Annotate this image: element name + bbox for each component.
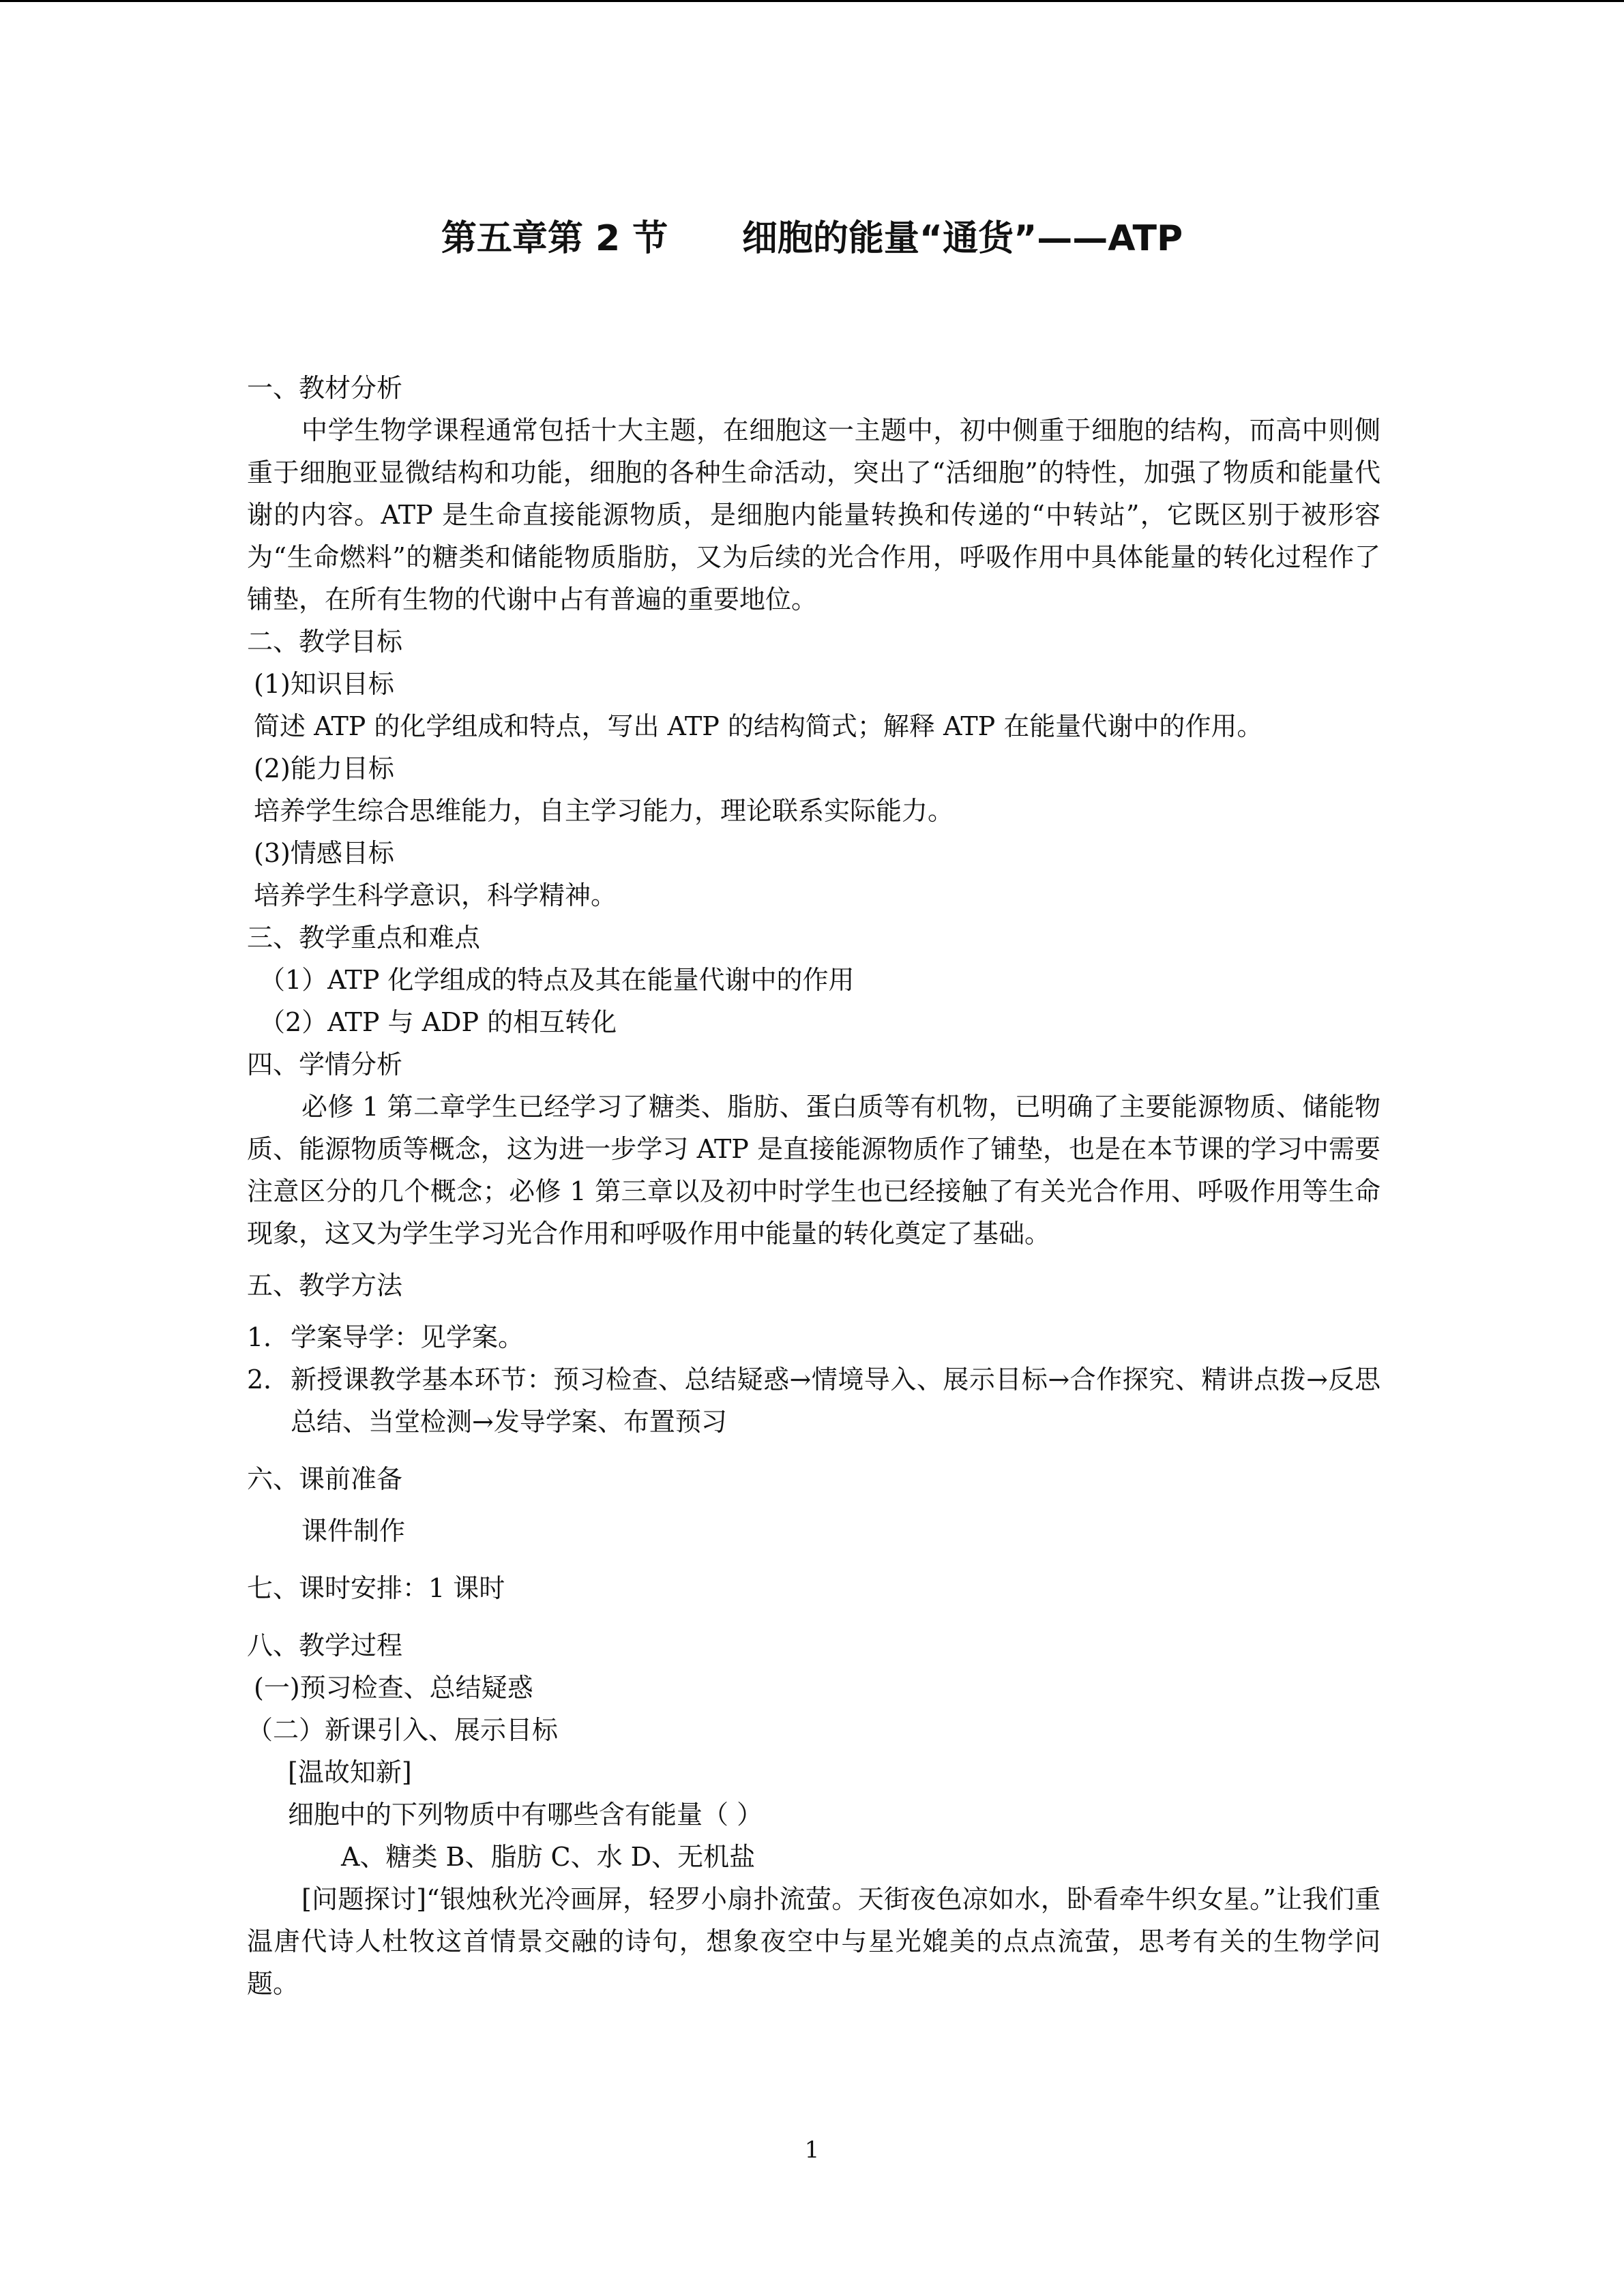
document-body [247, 367, 1381, 2005]
section-heading-methods: 五、教学方法 [247, 1270, 403, 1300]
goal-emotion-text: 培养学生科学意识，科学精神。 [254, 880, 617, 910]
method-item-text: 新授课教学基本环节：预习检查、总结疑惑→情境导入、展示目标→合作探究、精讲点拨→反思总结、当堂检测→发导学案、布置预习 [291, 1365, 1381, 1437]
section-heading-schedule: 七、课时安排：1 课时 [247, 1573, 505, 1603]
process-step: （二）新课引入、展示目标 [247, 1715, 559, 1745]
document-title: 第五章第 2 节 细胞的能量“通货”——ATP [441, 218, 1183, 259]
method-item [247, 1316, 1381, 1358]
review-options: A、糖类 B、脂肪 C、水 D、无机盐 [341, 1842, 756, 1872]
section-heading-key-points: 三、教学重点和难点 [247, 923, 481, 953]
goal-ability-text: 培养学生综合思维能力，自主学习能力，理论联系实际能力。 [254, 796, 954, 826]
analysis-paragraph: 中学生物学课程通常包括十大主题，在细胞这一主题中，初中侧重于细胞的结构，而高中则侧重于细胞亚显微结构和功能，细胞的各种生命活动，突出了“活细胞”的特性，加强了物质和能量代谢的内容。ATP 是生命直接能源物质，是细胞内能量转换和传递的“中转站”，它既区别于被形容为“生命燃料”的糖类和储能物质脂肪，又为后续的光合作用，呼吸作用中具体能量的转化过程作了铺垫，在所有生物的代谢中占有普遍的重要地位。 [247, 415, 1381, 614]
goal-knowledge-label: (1)知识目标 [254, 669, 394, 699]
discussion-paragraph: [问题探讨]“银烛秋光冷画屏，轻罗小扇扑流萤。天街夜色凉如水，卧看牵牛织女星。”让我们重温唐代诗人杜牧这首情景交融的诗句，想象夜空中与星光媲美的点点流萤，思考有关的生物学问题。 [247, 1884, 1381, 1999]
preparation-text: 课件制作 [301, 1516, 406, 1546]
goal-emotion-label: (3)情感目标 [254, 838, 394, 868]
review-label: [温故知新] [288, 1757, 412, 1787]
section-heading-student-analysis: 四、学情分析 [247, 1049, 403, 1079]
method-item [247, 1358, 1381, 1443]
method-item-number: 1． [247, 1322, 290, 1352]
section-heading-process: 八、教学过程 [247, 1630, 403, 1660]
goal-knowledge-text: 简述 ATP 的化学组成和特点，写出 ATP 的结构简式；解释 ATP 在能量代谢中的作用。 [254, 711, 1263, 741]
page-number: 1 [804, 2136, 820, 2164]
student-analysis-paragraph: 必修 1 第二章学生已经学习了糖类、脂肪、蛋白质等有机物，已明确了主要能源物质、储能物质、能源物质等概念，这为进一步学习 ATP 是直接能源物质作了铺垫，也是在本节课的学习中需要注意区分的几个概念；必修 1 第三章以及初中时学生也已经接触了有关光合作用、呼吸作用等生命现象，这又为学生学习光合作用和呼吸作用中能量的转化奠定了基础。 [247, 1092, 1381, 1249]
page-top-border [0, 0, 1624, 2]
goal-ability-label: (2)能力目标 [254, 754, 394, 784]
key-point-item: （1）ATP 化学组成的特点及其在能量代谢中的作用 [259, 965, 855, 995]
section-heading-analysis: 一、教材分析 [247, 373, 403, 403]
review-question: 细胞中的下列物质中有哪些含有能量（ ） [288, 1800, 763, 1830]
method-item-text: 学案导学：见学案。 [291, 1322, 525, 1352]
key-point-item: （2）ATP 与 ADP 的相互转化 [259, 1007, 617, 1037]
section-heading-goals: 二、教学目标 [247, 627, 403, 657]
process-step: (一)预习检查、总结疑惑 [254, 1673, 533, 1703]
method-item-number: 2． [247, 1365, 290, 1395]
section-heading-preparation: 六、课前准备 [247, 1464, 403, 1494]
